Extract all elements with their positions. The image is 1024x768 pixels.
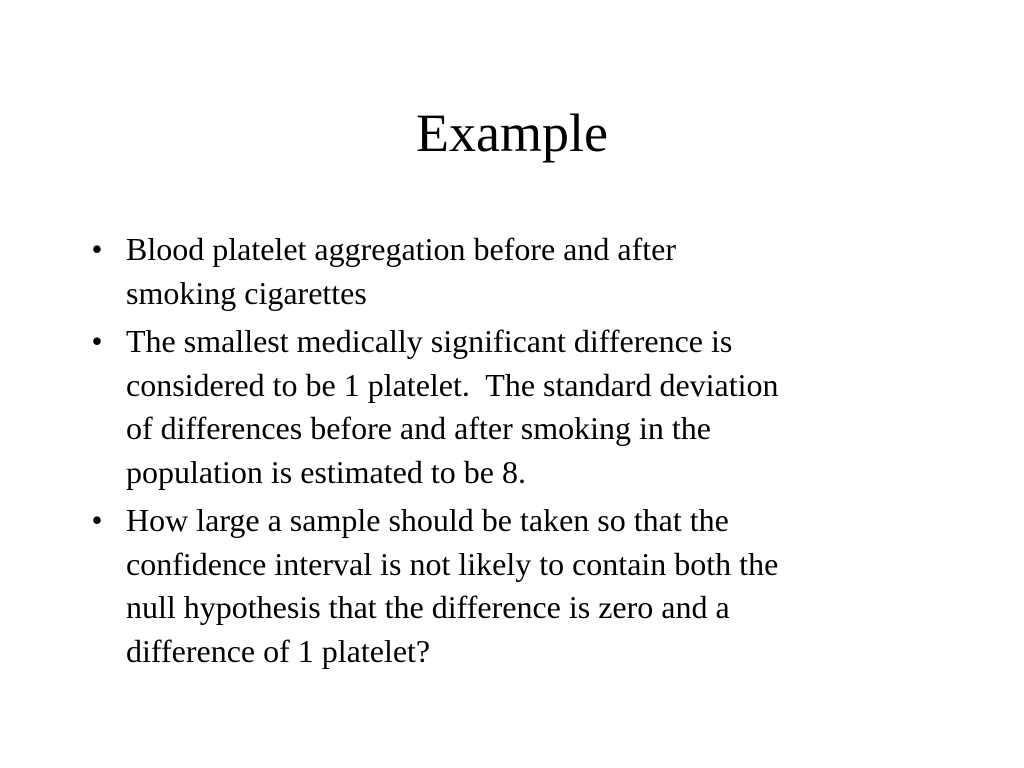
slide-title: Example <box>416 103 608 163</box>
bullet-line: null hypothesis that the difference is zero and a <box>126 589 730 625</box>
bullet-list <box>82 228 962 678</box>
bullet-item <box>82 228 962 315</box>
bullet-marker: • <box>91 502 103 538</box>
bullet-line: considered to be 1 platelet. The standard deviation <box>126 366 779 403</box>
bullet-line: confidence interval is not likely to contain both the <box>126 545 779 582</box>
bullet-line: difference of 1 platelet? <box>126 632 431 669</box>
bullet-line: population is estimated to be 8. <box>126 453 526 490</box>
bullet-line: of differences before and after smoking in the <box>126 410 711 446</box>
bullet-line: The smallest medically significant difference is <box>126 323 733 359</box>
bullet-line: smoking cigarettes <box>126 274 367 311</box>
bullet-line: Blood platelet aggregation before and after <box>126 231 676 267</box>
bullet-item <box>82 499 962 673</box>
bullet-line: How large a sample should be taken so that the <box>126 502 729 538</box>
bullet-marker: • <box>91 323 103 359</box>
bullet-marker: • <box>91 231 103 267</box>
bullet-item <box>82 320 962 494</box>
